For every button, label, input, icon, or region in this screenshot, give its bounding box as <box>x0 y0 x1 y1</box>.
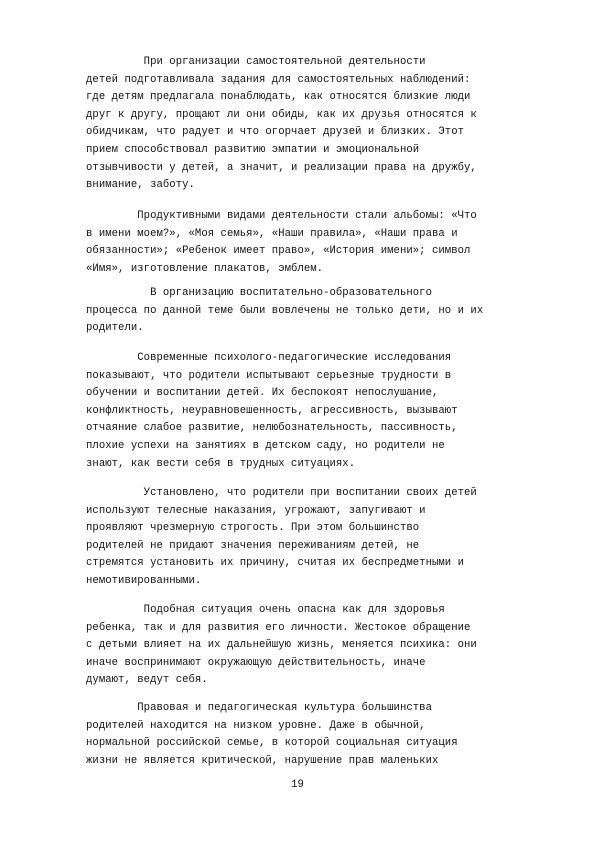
text-line: родителей находится на низком уровне. Даже в обычной, <box>86 719 426 732</box>
text-line: обучении и воспитании детей. Их беспокоят непослушание, <box>86 387 439 400</box>
text-line: «Имя», изготовление плакатов, эмблем. <box>86 262 324 275</box>
text-line: родители. <box>86 322 144 335</box>
text-line: Подобная ситуация очень опасна как для здоровья <box>86 604 445 616</box>
text-line: конфликтность, неуравновешенность, агрессивность, вызывают <box>86 404 458 417</box>
text-line: Установлено, что родители при воспитании своих детей <box>86 487 477 499</box>
paragraph-dangerous-situation <box>86 602 541 690</box>
text-line: родителей не придают значения переживаниям детей, не <box>86 539 420 552</box>
text-line: используют телесные наказания, угрожают, запугивают и <box>86 504 426 517</box>
text-line: процесса по данной теме были вовлечены не только дети, но и их <box>86 304 484 317</box>
text-line: детей подготавливала задания для самостоятельных наблюдений: <box>86 73 471 86</box>
text-line: прием способствовал развитию эмпатии и эмоциональной <box>86 143 420 156</box>
text-line: друг к другу, прощают ли они обиды, как их друзья относятся к <box>86 108 477 121</box>
text-line: обидчикам, что радует и что огорчает друзей и близких. Этот <box>86 126 465 139</box>
text-line: Современные психолого-педагогические исследования <box>86 352 452 364</box>
text-line: обязанности»; «Ребенок имеет право», «История имени»; символ <box>86 245 471 258</box>
text-line: Правовая и педагогическая культура большинства <box>86 702 432 714</box>
paragraph-parents-involvement <box>86 285 541 338</box>
text-line: В организацию воспитательно-образовательного <box>86 287 432 299</box>
text-line: ребенка, так и для развития его личности. Жестокое обращение <box>86 621 471 634</box>
text-line: иначе воспринимают окружающую действительность, иначе <box>86 656 426 669</box>
paragraph-punishment-findings <box>86 485 541 591</box>
text-line: думают, ведут себя. <box>86 674 208 687</box>
text-line: нормальной российской семье, в которой социальная ситуация <box>86 737 458 750</box>
text-line: Продуктивными видами деятельности стали альбомы: «Что <box>86 210 477 222</box>
text-line: с детьми влияет на их дальнейшую жизнь, меняется психика: они <box>86 639 477 652</box>
text-line: стремятся установить их причину, считая их беспредметными и <box>86 557 465 570</box>
paragraph-legal-culture <box>86 700 541 770</box>
text-line: жизни не является критической, нарушение прав маленьких <box>86 754 439 767</box>
text-line: показывают, что родители испытывают серьезные трудности в <box>86 369 452 382</box>
text-line: плохие успехи на занятиях в детском саду, но родители не <box>86 439 445 452</box>
text-line: отзывчивости у детей, а значит, и реализации права на дружбу, <box>86 161 477 174</box>
text-line: где детям предлагала понаблюдать, как относятся близкие люди <box>86 91 471 104</box>
text-line: внимание, заботу. <box>86 179 195 192</box>
text-line: проявляют чрезмерную строгость. При этом большинство <box>86 522 420 535</box>
text-line: в имени моем?», «Моя семья», «Наши правила», «Наши права и <box>86 227 458 240</box>
page-number: 19 <box>291 779 304 791</box>
text-line: отчаяние слабое развитие, нелюбознательность, пассивность, <box>86 422 458 435</box>
paragraph-modern-research <box>86 350 541 473</box>
text-line: немотивированными. <box>86 574 202 587</box>
text-line: знают, как вести себя в трудных ситуациях. <box>86 457 356 470</box>
text-line: При организации самостоятельной деятельности <box>86 56 426 68</box>
paragraph-productive-activities <box>86 208 541 278</box>
paragraph-independent-activity <box>86 54 541 195</box>
